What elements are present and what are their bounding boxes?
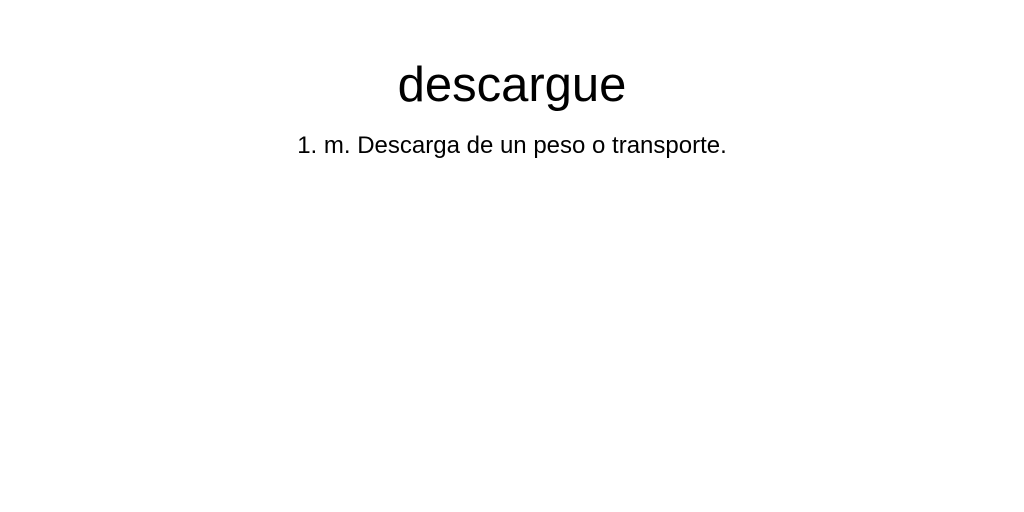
definition-text: 1. m. Descarga de un peso o transporte. xyxy=(297,132,727,159)
headword-title: descargue xyxy=(397,58,627,112)
